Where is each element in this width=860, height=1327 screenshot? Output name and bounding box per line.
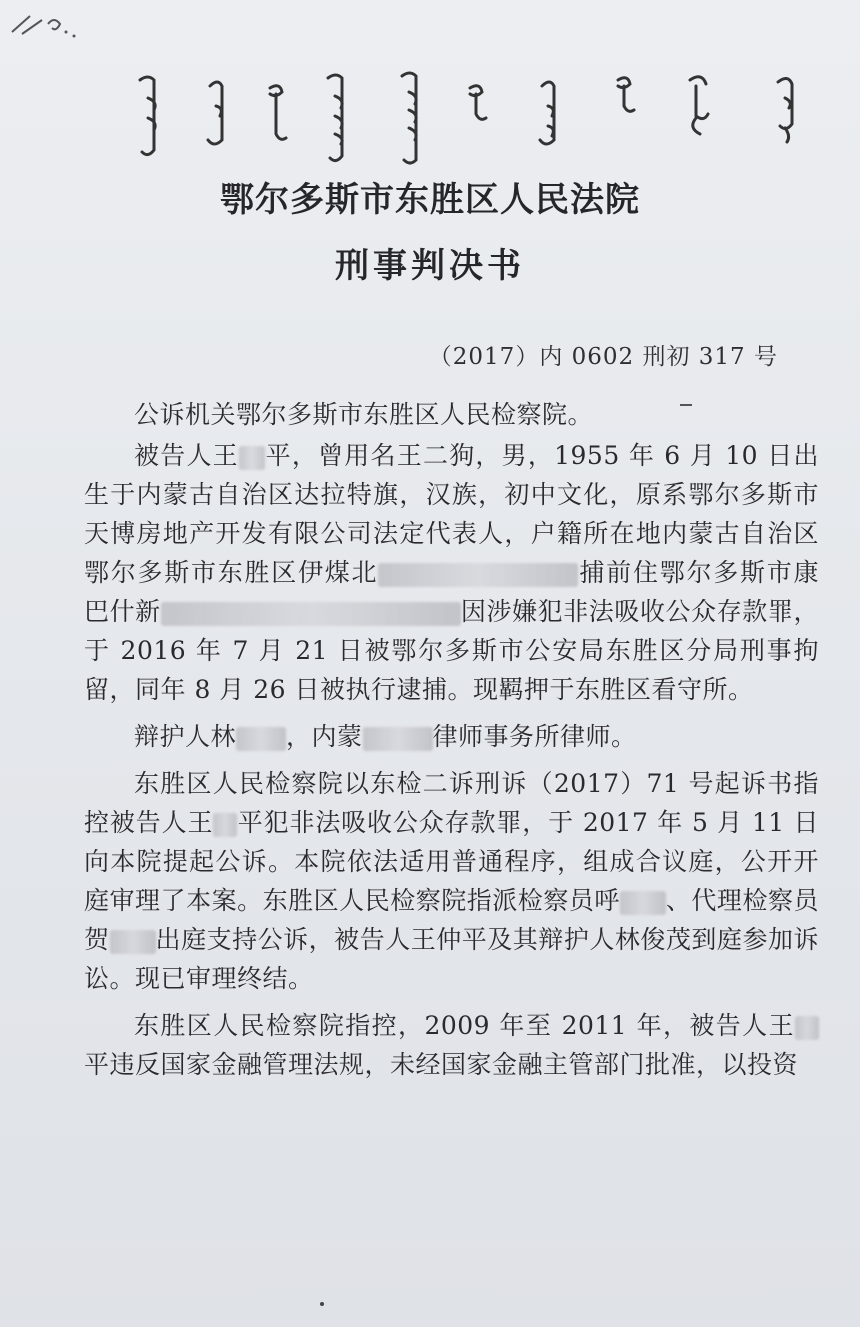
counsel-text: ，内蒙 (286, 722, 363, 751)
indictment-text: 出庭支持公诉，被告人王仲平及其辩护人林俊茂到庭参加诉讼。现已审理终结。 (84, 925, 819, 993)
redacted-firm (363, 727, 433, 751)
indictment-text: 东胜区人民检察院以东检二诉刑诉（2017）71 号起诉书指控被告人王 (84, 769, 819, 837)
defendant-text: 平，曾用名王二狗，男，1955 年 6 月 10 日出生于内蒙古自治区达拉特旗，汉族，初中文化，原系鄂尔多斯市天博房地产开发有限公司法定代表人，户籍所在地内蒙古自治区鄂尔多斯市东胜区伊煤北 (84, 441, 819, 587)
counsel-text: 辩护人林 (134, 722, 237, 751)
charges-text: 东胜区人民检察院指控，2009 年至 2011 年，被告人王 (134, 1011, 795, 1040)
redacted-name (795, 1016, 819, 1040)
redacted-name (620, 891, 666, 915)
defendant-text: 被告人王 (134, 441, 239, 470)
handwritten-mark (8, 2, 88, 42)
indictment-text: 、代理检察员贺 (84, 886, 819, 954)
indictment-text: 平犯非法吸收公众存款罪，于 2017 年 5 月 11 日向本院提起公诉。本院依法适用普通程序，组成合议庭，公开开庭审理了本案。东胜区人民检察院指派检察员呼 (84, 808, 819, 915)
document-type-title: 刑事判决书 (335, 246, 525, 286)
judgment-body (84, 395, 819, 1092)
redacted-address (378, 563, 578, 587)
redacted-name (236, 727, 286, 751)
prosecutor-text: 公诉机关鄂尔多斯市东胜区人民检察院。 (134, 400, 594, 429)
redacted-name (213, 813, 237, 837)
stray-mark (320, 1302, 324, 1306)
redacted-name (110, 930, 156, 954)
court-name-title: 鄂尔多斯市东胜区人民法院 (220, 180, 640, 220)
defense-counsel-paragraph (84, 717, 819, 756)
counsel-text: 律师事务所律师。 (432, 722, 637, 751)
defendant-text: 因涉嫌犯非法吸收公众存款罪，于 2016 年 7 月 21 日被鄂尔多斯市公安局东胜区分局刑事拘留，同年 8 月 26 日被执行逮捕。现羁押于东胜区看守所。 (84, 597, 819, 704)
mongolian-script-heading (130, 68, 820, 168)
charges-text: 平违反国家金融管理法规，未经国家金融主管部门批准，以投资 (84, 1050, 799, 1079)
indictment-paragraph (84, 764, 819, 998)
mongolian-script-glyphs (130, 68, 820, 168)
case-number: （2017）内 0602 刑初 317 号 (428, 344, 778, 370)
prosecutor-paragraph (84, 395, 819, 434)
redacted-address (161, 602, 461, 626)
defendant-paragraph (84, 436, 819, 709)
defendant-text: 捕前住鄂尔多斯市康巴什新 (84, 558, 819, 626)
redacted-name (239, 446, 265, 470)
charges-paragraph (84, 1006, 819, 1084)
